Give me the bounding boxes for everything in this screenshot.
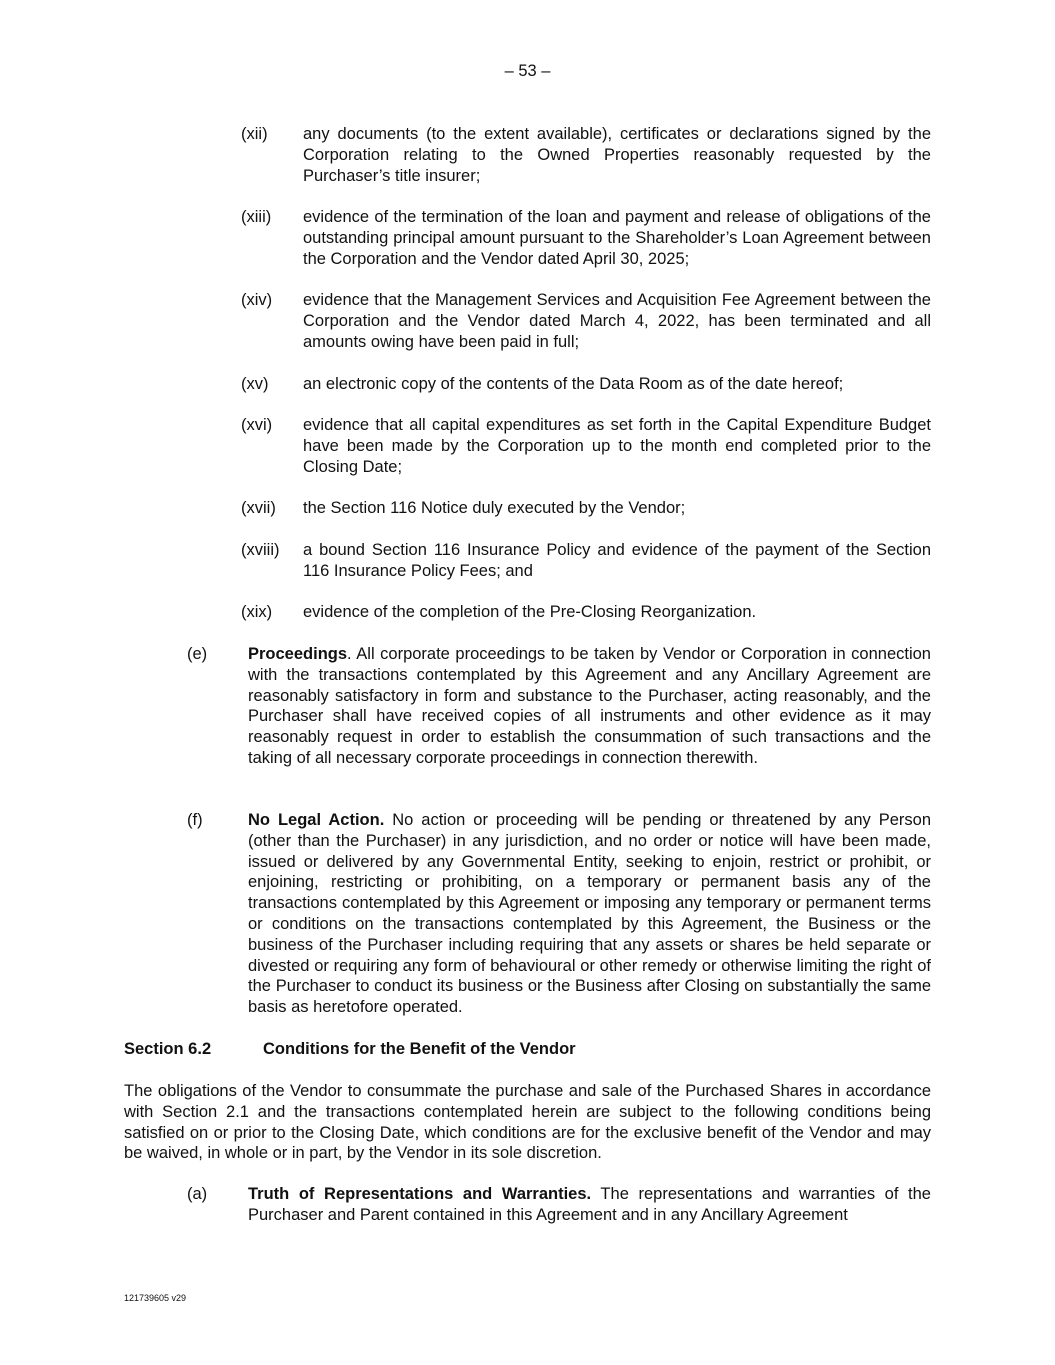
item-number: (xvi) xyxy=(241,416,273,434)
item-text: the Section 116 Notice duly executed by the Vendor; xyxy=(303,499,686,517)
item-number: (xiv) xyxy=(241,291,273,309)
item-text xyxy=(248,644,931,769)
item-heading: No Legal Action. xyxy=(248,811,385,829)
list-item-xviii xyxy=(241,540,931,582)
item-text: an electronic copy of the contents of the Data Room as of the date hereof; xyxy=(303,375,844,393)
item-number: (xviii) xyxy=(241,541,280,559)
list-item-f xyxy=(187,810,931,1018)
list-item-xix xyxy=(241,602,931,623)
list-item-xiii xyxy=(241,207,931,269)
page-number: – 53 – xyxy=(504,62,551,80)
list-item-xv xyxy=(241,374,931,395)
item-number: (xv) xyxy=(241,375,269,393)
item-body: . All corporate proceedings to be taken by Vendor or Corporation in connection with the transactions contemplated by this Agreement and any Ancillary Agreement are reasonably satisfactory in form and substance to the Purchaser, acting reasonably, and the Purchaser shall have received copies of all instruments and other evidence as it may reasonably request in order to establish the consummation of such transactions and the taking of all necessary corporate proceedings in connection therewith. xyxy=(248,645,931,767)
item-number: (xix) xyxy=(241,603,273,621)
list-item-xvi xyxy=(241,415,931,477)
section-title: Conditions for the Benefit of the Vendor xyxy=(263,1040,576,1058)
item-letter: (f) xyxy=(187,811,203,829)
list-item-e xyxy=(187,644,931,769)
item-body: No action or proceeding will be pending or threatened by any Person (other than the Purchaser) in any jurisdiction, and no order or notice will have been made, issued or delivered by any Governmental Entity, seeking to enjoin, restrict or prohibit, or enjoining, restricting or prohibiting, on a temporary or permanent basis any of the transactions contemplated by this Agreement or imposing any temporary or permanent terms or conditions on the transactions contemplated by this Agreement, the Business or the business of the Purchaser including requiring that any assets or shares be held separate or divested or requiring any form of behavioural or other remedy or otherwise limiting the right of the Purchaser to conduct its business or the Business after Closing on substantially the same basis as heretofore operated. xyxy=(248,811,931,1017)
section-heading xyxy=(124,1040,576,1059)
item-body: The representations and warranties of the Purchaser and Parent contained in this Agreement and in any Ancillary Agreement xyxy=(248,1185,931,1224)
list-item-xvii xyxy=(241,498,931,519)
item-text: evidence that the Management Services and Acquisition Fee Agreement between the Corporation and the Vendor dated March 4, 2022, has been terminated and all amounts owing have been paid in full; xyxy=(303,291,931,351)
list-item-a xyxy=(187,1184,931,1226)
intro-paragraph: The obligations of the Vendor to consummate the purchase and sale of the Purchased Shares in accordance with Section 2.1 and the transactions contemplated herein are subject to the following conditions being satisfied on or prior to the Closing Date, which conditions are for the exclusive benefit of the Vendor and may be waived, in whole or in part, by the Vendor in its sole discretion. xyxy=(124,1082,931,1163)
item-heading: Truth of Representations and Warranties. xyxy=(248,1185,592,1203)
item-letter: (e) xyxy=(187,645,208,663)
item-number: (xii) xyxy=(241,125,268,143)
item-letter: (a) xyxy=(187,1185,208,1203)
section-number: Section 6.2 xyxy=(124,1040,212,1058)
item-text: evidence of the completion of the Pre-Closing Reorganization. xyxy=(303,603,757,621)
list-item-xiv xyxy=(241,290,931,352)
item-text: evidence that all capital expenditures as set forth in the Capital Expenditure Budget have been made by the Corporation up to the month end completed prior to the Closing Date; xyxy=(303,416,931,476)
item-heading: Proceedings xyxy=(248,645,348,663)
item-text: any documents (to the extent available), certificates or declarations signed by the Corporation relating to the Owned Properties reasonably requested by the Purchaser’s title insurer; xyxy=(303,125,931,185)
item-text xyxy=(248,810,931,1018)
item-text: evidence of the termination of the loan and payment and release of obligations of the outstanding principal amount pursuant to the Shareholder’s Loan Agreement between the Corporation and the Vendor dated April 30, 2025; xyxy=(303,208,931,268)
item-text xyxy=(248,1184,931,1226)
list-item-xii xyxy=(241,124,931,186)
item-number: (xiii) xyxy=(241,208,272,226)
document-id: 121739605 v29 xyxy=(124,1293,187,1303)
item-number: (xvii) xyxy=(241,499,276,517)
item-text: a bound Section 116 Insurance Policy and evidence of the payment of the Section 116 Insurance Policy Fees; and xyxy=(303,541,931,580)
